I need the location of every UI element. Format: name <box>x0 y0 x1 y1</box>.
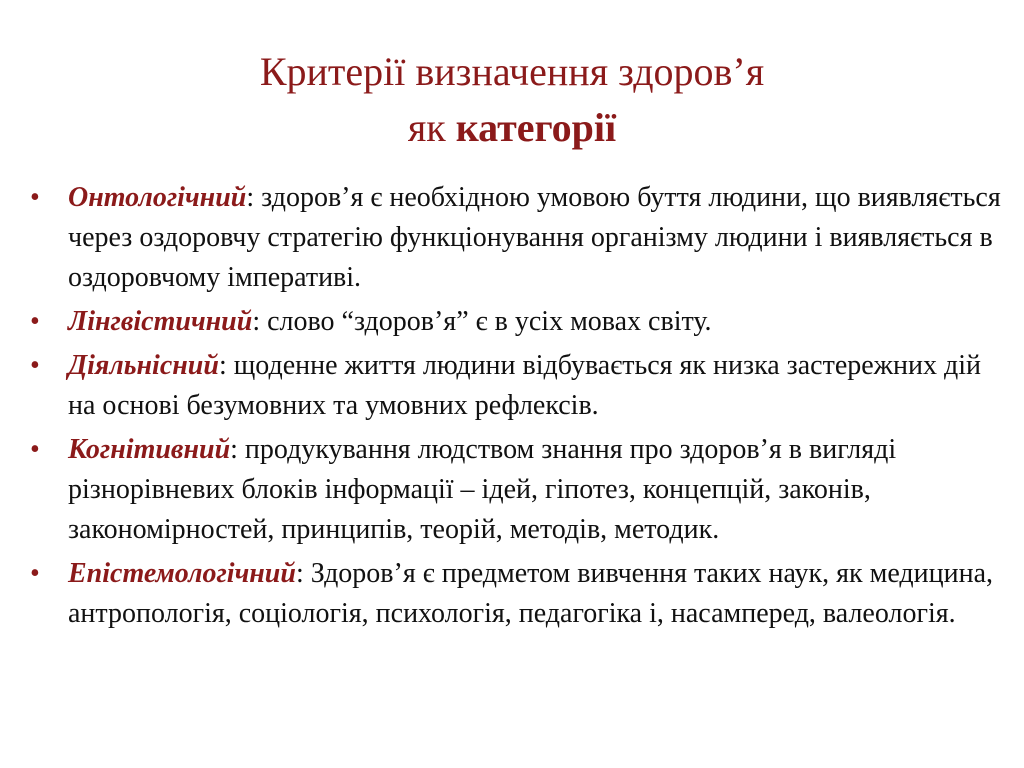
title-line-2-bold: категорії <box>455 105 617 150</box>
title-line-2-prefix: як <box>407 105 446 150</box>
list-item-epistemological <box>28 554 1013 634</box>
bullet-icon: • <box>30 434 40 465</box>
criteria-list <box>28 178 1013 638</box>
list-item-activity <box>28 346 1013 426</box>
definition-linguistic: : слово “здоров’я” є в усіх мовах світу. <box>252 306 712 337</box>
bullet-icon: • <box>30 182 40 213</box>
list-item-linguistic <box>28 302 1013 342</box>
list-item-cognitive <box>28 430 1013 550</box>
bullet-icon: • <box>30 306 40 337</box>
slide-title <box>0 44 1024 156</box>
definition-epistemological: : Здоров’я є предметом вивчення таких наук, як медицина, антропологія, соціологія, психологія, педагогіка і, насамперед, валеологія. <box>68 558 994 629</box>
term-epistemological: Епістемологічний <box>68 558 296 589</box>
term-cognitive: Когнітивний <box>68 434 231 465</box>
list-item-ontological <box>28 178 1013 298</box>
definition-cognitive: : продукування людством знання про здоров’я в вигляді різнорівневих блоків інформації – ідей, гіпотез, концепцій, законів, закономірностей, принципів, теорій, методів, методик. <box>68 434 897 545</box>
definition-activity: : щоденне життя людини відбувається як низка застережних дій на основі безумовних та умовних рефлексів. <box>68 350 982 421</box>
bullet-icon: • <box>30 350 40 381</box>
title-line-2 <box>0 100 1024 156</box>
title-line-1: Критерії визначення здоров’я <box>259 49 765 94</box>
term-activity: Діяльнісний <box>68 350 219 381</box>
definition-ontological: : здоров’я є необхідною умовою буття людини, що виявляється через оздоровчу стратегію функціонування організму людини і виявляється в оздоровчому імперативі. <box>68 182 1001 293</box>
term-linguistic: Лінгвістичний <box>68 306 253 337</box>
bullet-icon: • <box>30 558 40 589</box>
term-ontological: Онтологічний <box>68 182 247 213</box>
